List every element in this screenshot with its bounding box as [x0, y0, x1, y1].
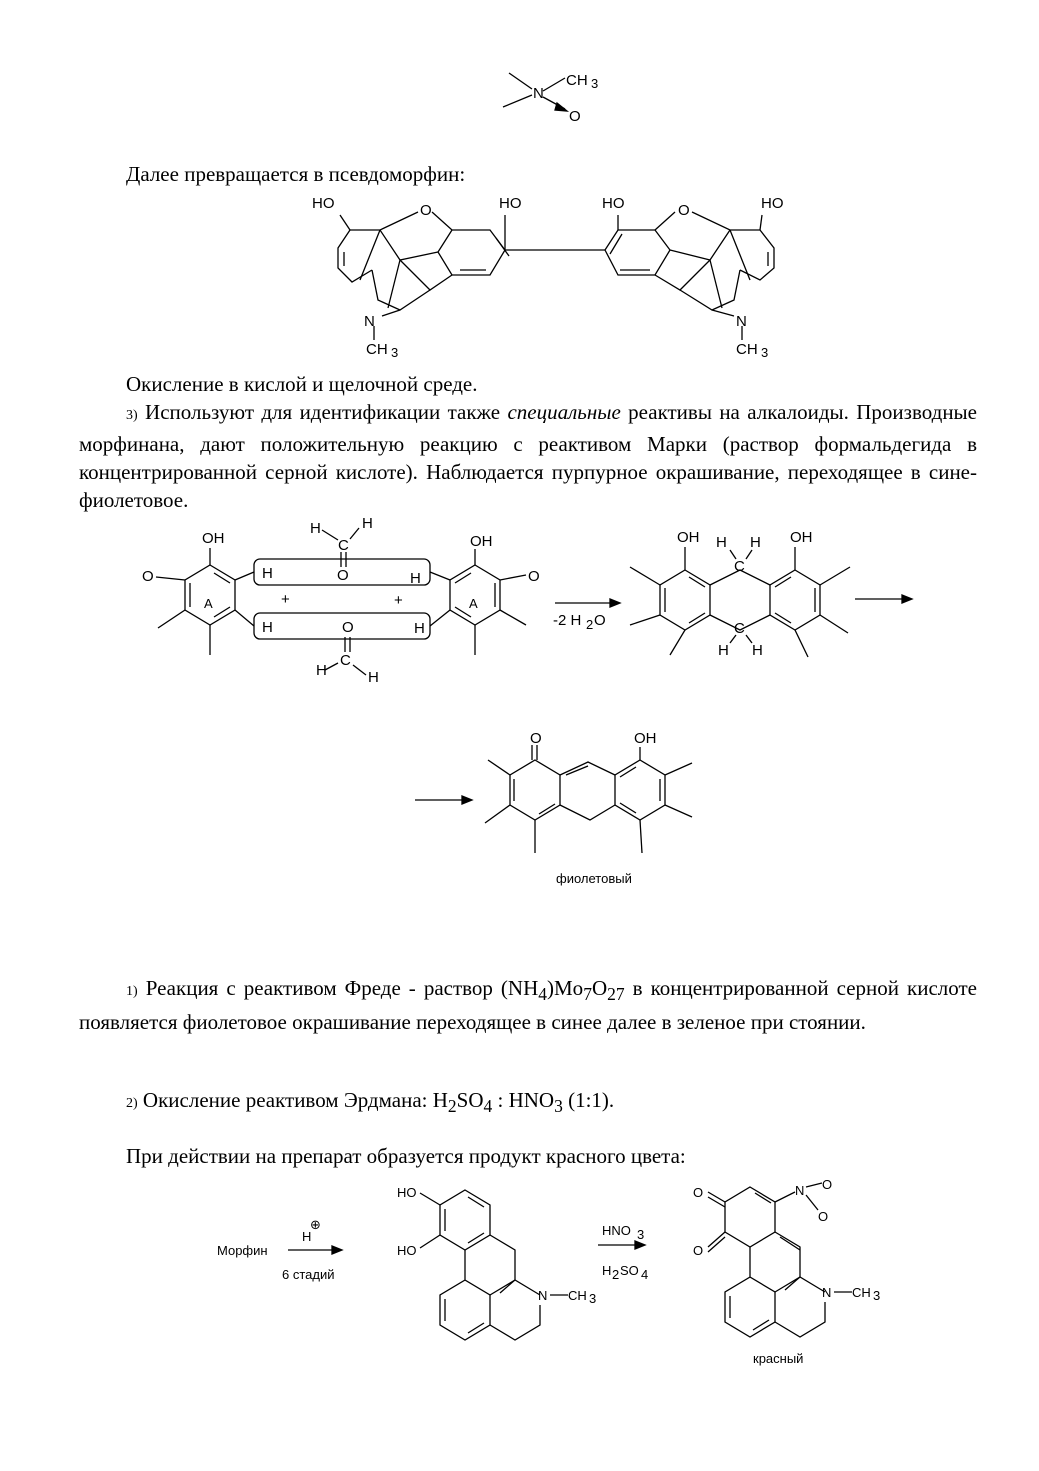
- svg-text:H: H: [750, 534, 761, 551]
- svg-text:H: H: [310, 520, 321, 537]
- svg-text:N: N: [736, 313, 747, 330]
- svg-text:O: O: [420, 202, 432, 219]
- svg-text:C: C: [340, 652, 351, 669]
- marquis-reaction-scheme: [140, 515, 930, 695]
- svg-text:O: O: [818, 1209, 829, 1224]
- svg-text:CH: CH: [852, 1285, 871, 1300]
- item-number: 2): [126, 1096, 138, 1111]
- paragraph-red-product: При действии на препарат образуется продукт красного цвета:: [126, 1144, 686, 1168]
- paragraph-frede: [79, 974, 977, 1036]
- svg-text:O: O: [142, 568, 154, 585]
- svg-text:HNO: HNO: [602, 1223, 631, 1238]
- svg-text:H: H: [716, 534, 727, 551]
- svg-text:H: H: [362, 515, 373, 532]
- svg-text:+: +: [281, 591, 290, 608]
- svg-text:3: 3: [637, 1227, 645, 1242]
- svg-text:C: C: [734, 620, 745, 637]
- svg-text:H: H: [718, 642, 729, 659]
- svg-text:H: H: [262, 619, 273, 636]
- subscript: 2: [447, 1096, 457, 1117]
- violet-product-structure: [410, 725, 710, 895]
- text-part: Реакция с реактивом Фреде - раствор (NH: [137, 976, 539, 1000]
- subscript: 4: [538, 984, 548, 1005]
- svg-text:O: O: [337, 567, 349, 584]
- svg-text:3: 3: [761, 345, 769, 360]
- svg-text:H: H: [414, 620, 425, 637]
- svg-text:6 стадий: 6 стадий: [282, 1267, 335, 1282]
- svg-text:H: H: [262, 565, 273, 582]
- item-number: 1): [126, 984, 138, 999]
- svg-text:C: C: [338, 537, 349, 554]
- svg-text:A: A: [204, 596, 213, 611]
- svg-text:N: N: [538, 1288, 548, 1303]
- svg-text:+: +: [394, 592, 403, 609]
- svg-text:CH: CH: [366, 341, 388, 358]
- svg-text:4: 4: [641, 1267, 649, 1282]
- paragraph-erdmann: [126, 1086, 614, 1120]
- subscript: 3: [554, 1096, 563, 1117]
- svg-text:O: O: [594, 612, 606, 629]
- text-part: в концентрированной серной кислоте появляется фиолетовое окрашивание переходящее в синее далее в зеленое при стоянии.: [79, 976, 977, 1035]
- svg-text:C: C: [734, 558, 745, 575]
- erdmann-reaction-scheme: [210, 1175, 910, 1375]
- svg-text:N: N: [364, 313, 375, 330]
- svg-text:⊕: ⊕: [310, 1217, 321, 1232]
- svg-text:красный: красный: [753, 1351, 804, 1366]
- svg-text:H: H: [752, 642, 763, 659]
- svg-text:H: H: [602, 1263, 612, 1278]
- amine-oxide-structure: [495, 65, 615, 125]
- svg-text:HO: HO: [397, 1243, 417, 1258]
- svg-text:HO: HO: [499, 195, 522, 212]
- italic-term: специальные: [507, 400, 621, 424]
- svg-text:A: A: [469, 596, 478, 611]
- svg-text:3: 3: [589, 1291, 597, 1306]
- subscript: 27: [607, 984, 625, 1005]
- svg-text:HO: HO: [397, 1185, 417, 1200]
- svg-text:SO: SO: [620, 1263, 639, 1278]
- text-part: )Mo: [547, 976, 584, 1000]
- svg-text:O: O: [822, 1177, 833, 1192]
- text-part: Окисление реактивом Эрдмана: H: [137, 1088, 448, 1112]
- svg-text:OH: OH: [677, 529, 700, 546]
- paragraph-oxidation: Окисление в кислой и щелочной среде.: [126, 372, 478, 396]
- svg-text:CH: CH: [568, 1288, 587, 1303]
- svg-text:O: O: [678, 202, 690, 219]
- svg-text:OH: OH: [634, 730, 657, 747]
- text-part: SO: [456, 1088, 484, 1112]
- text-part: (1:1).: [562, 1088, 615, 1112]
- svg-text:2: 2: [586, 617, 594, 632]
- svg-text:N: N: [822, 1285, 832, 1300]
- subscript: 7: [583, 984, 592, 1005]
- svg-text:фиолетовый: фиолетовый: [556, 871, 632, 886]
- text-part: реактивы на алкалоиды. Производные морфинана, дают положительную реакцию с реактивом Марки (раствор формальдегида в концентрированной серной кислоте). Наблюдается пурпурное окрашивание, переходящее в сине-фиолетовое.: [79, 400, 977, 512]
- svg-text:CH: CH: [566, 72, 588, 89]
- svg-text:HO: HO: [312, 195, 335, 212]
- text-part: Используют для идентификации также: [137, 400, 508, 424]
- text-part: : HNO: [492, 1088, 555, 1112]
- svg-text:H: H: [302, 1229, 312, 1244]
- item-number: 3): [126, 408, 138, 423]
- svg-text:HO: HO: [602, 195, 625, 212]
- svg-text:HO: HO: [761, 195, 784, 212]
- svg-text:N: N: [795, 1183, 805, 1198]
- svg-text:O: O: [528, 568, 540, 585]
- svg-text:O: O: [342, 619, 354, 636]
- text-part: O: [591, 976, 608, 1000]
- svg-text:3: 3: [391, 345, 399, 360]
- svg-text:3: 3: [591, 76, 599, 91]
- svg-text:O: O: [693, 1243, 704, 1258]
- svg-text:O: O: [569, 108, 581, 125]
- svg-text:H: H: [410, 570, 421, 587]
- svg-text:3: 3: [873, 1288, 881, 1303]
- paragraph-pseudomorphine-intro: Далее превращается в псевдоморфин:: [126, 162, 466, 186]
- svg-text:O: O: [693, 1185, 704, 1200]
- svg-text:H: H: [368, 669, 379, 686]
- svg-text:OH: OH: [790, 529, 813, 546]
- svg-text:H: H: [316, 662, 327, 679]
- svg-text:-2 H: -2 H: [553, 612, 582, 629]
- svg-text:N: N: [533, 85, 544, 102]
- svg-text:OH: OH: [470, 533, 493, 550]
- svg-text:OH: OH: [202, 530, 225, 547]
- svg-text:O: O: [530, 730, 542, 747]
- svg-text:Морфин: Морфин: [217, 1243, 268, 1258]
- svg-text:CH: CH: [736, 341, 758, 358]
- subscript: 4: [483, 1096, 493, 1117]
- svg-text:2: 2: [612, 1267, 620, 1282]
- pseudomorphine-structure: [300, 190, 800, 365]
- paragraph-marquis: [79, 398, 977, 514]
